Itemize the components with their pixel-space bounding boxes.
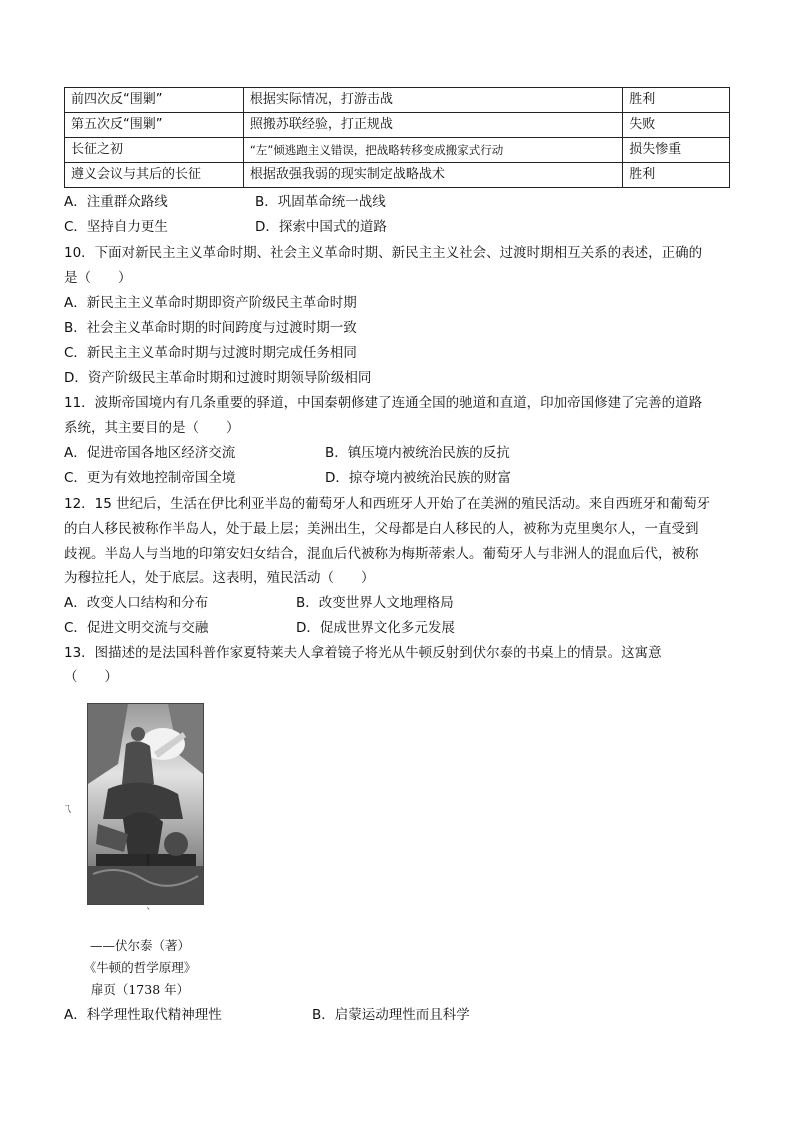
q9-option-c[interactable]: C．坚持自力更生 [64, 219, 168, 235]
table-cell-period: 前四次反“围剿” [65, 88, 244, 113]
table-row [65, 88, 730, 113]
table-cell-strategy: 照搬苏联经验，打正规战 [243, 113, 622, 138]
table-cell-period: 长征之初 [65, 138, 244, 163]
q13-option-a[interactable]: A．科学理性取代精神理性 [64, 1007, 222, 1023]
table-cell-result: 损失惨重 [623, 138, 730, 163]
q11-option-d[interactable]: D．掠夺境内被统治民族的财富 [325, 470, 511, 486]
q12-option-a[interactable]: A．改变人口结构和分布 [64, 595, 209, 611]
q11-option-b[interactable]: B．镇压境内被统治民族的反抗 [325, 445, 510, 461]
table-cell-result: 胜利 [623, 88, 730, 113]
table-cell-result: 胜利 [623, 163, 730, 188]
q11-stem-line-2: 系统，其主要目的是（ ） [64, 420, 240, 436]
table-row [65, 138, 730, 163]
q10-option-a[interactable]: A．新民主主义革命时期即资产阶级民主革命时期 [64, 295, 357, 311]
engraving-image [88, 704, 203, 904]
figure-caption-book: 《牛顿的哲学原理》 [83, 960, 197, 975]
q12-stem-line-3: 歧视。半岛人与当地的印第安妇女结合，混血后代被称为梅斯蒂索人。葡萄牙人与非洲人的混血后代，被称 [64, 546, 699, 562]
q12-option-c[interactable]: C．促进文明交流与交融 [64, 620, 209, 636]
q11-option-c[interactable]: C．更为有效地控制帝国全境 [64, 470, 236, 486]
table-cell-strategy: 根据敌强我弱的现实制定战略战术 [243, 163, 622, 188]
table-row [65, 113, 730, 138]
engraving-illustration [87, 703, 204, 905]
table-cell-period: 第五次反“围剿” [65, 113, 244, 138]
q12-stem-line-1: 12．15 世纪后，生活在伊比利亚半岛的葡萄牙人和西班牙人开始了在美洲的殖民活动。来自西班牙和葡萄牙 [64, 496, 711, 512]
q13-option-b[interactable]: B．启蒙运动理性而且科学 [312, 1007, 470, 1023]
q11-stem-line-1: 11．波斯帝国境内有几条重要的驿道，中国秦朝修建了连通全国的驰道和直道，印加帝国修建了完善的道路 [64, 395, 703, 411]
q10-option-b[interactable]: B．社会主义革命时期的时间跨度与过渡时期一致 [64, 320, 357, 336]
table-cell-period: 遵义会议与其后的长征 [65, 163, 244, 188]
q13-stem-line-1: 13．图描述的是法国科普作家夏特莱夫人拿着镜子将光从牛顿反射到伏尔泰的书桌上的情景。这寓意 [64, 645, 662, 661]
q12-stem-line-4: 为穆拉托人，处于底层。这表明，殖民活动（ ） [64, 570, 375, 586]
scan-mark: ㄟ [62, 802, 73, 815]
q9-option-b[interactable]: B．巩固革命统一战线 [255, 194, 386, 210]
q9-option-d[interactable]: D．探索中国式的道路 [255, 219, 387, 235]
figure-caption-author: ——伏尔泰（著） [89, 938, 190, 953]
q12-stem-line-2: 的白人移民被称作半岛人，处于最上层；美洲出生，父母都是白人移民的人，被称为克里奥尔人，一直受到 [64, 521, 699, 537]
table-row [65, 163, 730, 188]
table-cell-strategy: 根据实际情况，打游击战 [243, 88, 622, 113]
q12-option-d[interactable]: D．促成世界文化多元发展 [296, 620, 455, 636]
q12-option-b[interactable]: B．改变世界人文地理格局 [296, 595, 454, 611]
q10-stem-line-1: 10．下面对新民主主义革命时期、社会主义革命时期、新民主主义社会、过渡时期相互关系的表述，正确的 [64, 245, 703, 261]
scan-mark: ˋ [146, 906, 152, 919]
q10-stem-line-2: 是（ ） [64, 270, 132, 286]
table-cell-strategy: “左”倾逃跑主义错误，把战略转移变成搬家式行动 [243, 138, 622, 163]
table-cell-result: 失败 [623, 113, 730, 138]
q10-option-d[interactable]: D．资产阶级民主革命时期和过渡时期领导阶级相同 [64, 370, 372, 386]
q9-option-a[interactable]: A．注重群众路线 [64, 194, 168, 210]
q10-option-c[interactable]: C．新民主主义革命时期与过渡时期完成任务相同 [64, 345, 357, 361]
figure-caption-date: 扉页（1738 年） [90, 982, 190, 997]
q13-stem-line-2: （ ） [64, 669, 118, 685]
strategy-table [64, 87, 730, 188]
q11-option-a[interactable]: A．促进帝国各地区经济交流 [64, 445, 236, 461]
